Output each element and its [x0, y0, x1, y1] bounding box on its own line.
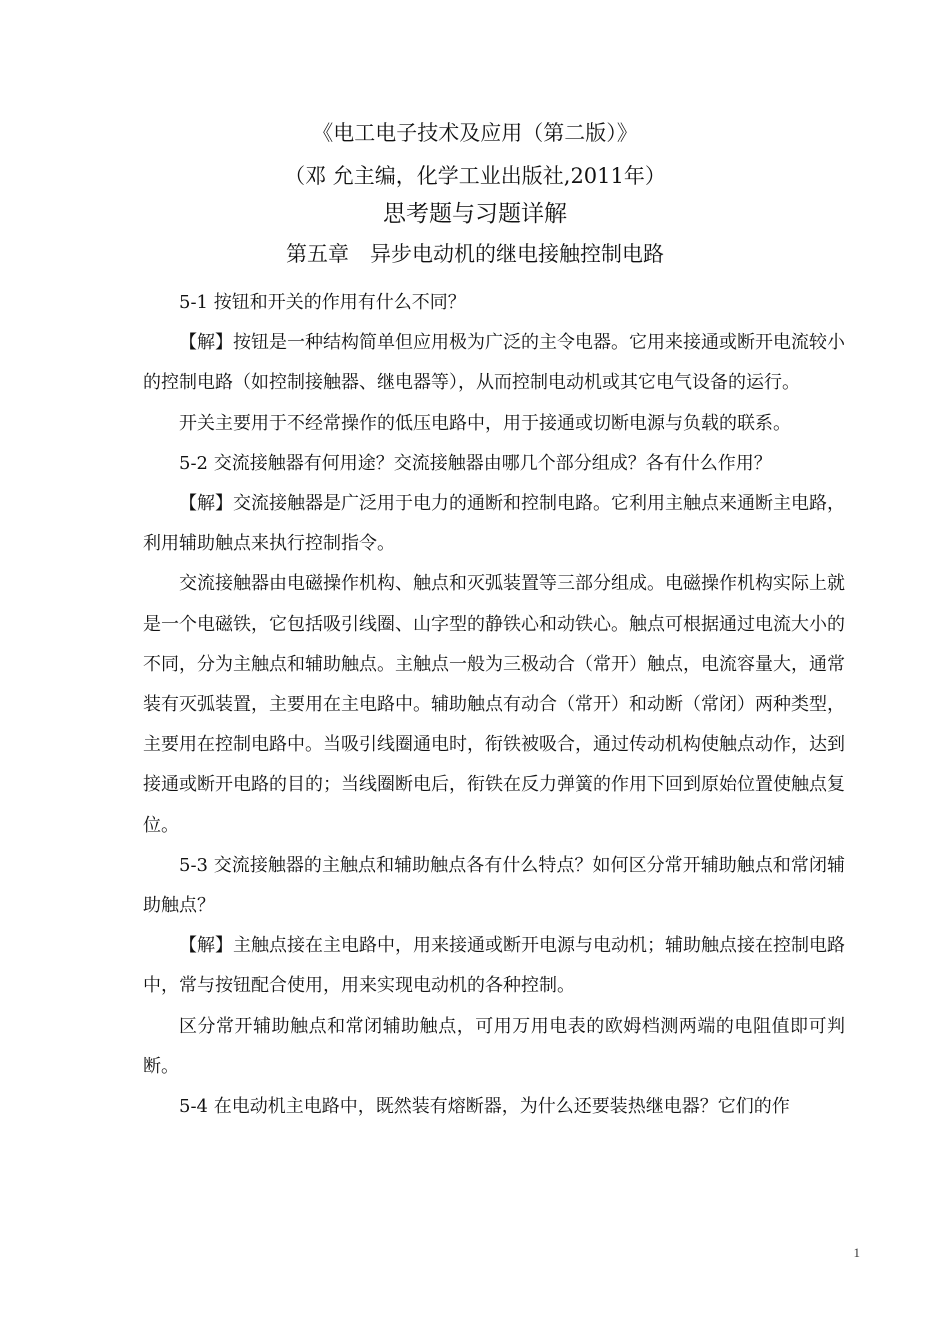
question-5-4: 5-4 在电动机主电路中，既然装有熔断器，为什么还要装热继电器？它们的作 — [179, 1096, 790, 1118]
answer-5-3-part-1: 【解】主触点接在主电路中，用来接通或断开电源与电动机；辅助触点接在控制电路中，常与按钮配合使用，用来实现电动机的各种控制。 — [143, 935, 845, 997]
question-5-2: 5-2 交流接触器有何用途？交流接触器由哪几个部分组成？各有什么作用？ — [179, 452, 772, 474]
answer-5-2-part-1: 【解】交流接触器是广泛用于电力的通断和控制电路。它利用主触点来通断主电路，利用辅助触点来执行控制指令。 — [143, 493, 845, 555]
chapter-title: 第五章 异步电动机的继电接触控制电路 — [286, 242, 664, 266]
answer-5-3-part-2: 区分常开辅助触点和常闭辅助触点，可用万用电表的欧姆档测两端的电阻值即可判断。 — [143, 1015, 845, 1077]
document-body — [143, 283, 845, 1127]
question-5-1: 5-1 按钮和开关的作用有什么不同？ — [179, 292, 466, 313]
book-info: （邓 允主编，化学工业出版社,2011年） — [284, 164, 666, 188]
page-number: 1 — [853, 1245, 860, 1260]
answer-5-1-part-1: 【解】按钮是一种结构简单但应用极为广泛的主令电器。它用来接通或断开电流较小的控制电路（如控制接触器、继电器等），从而控制电动机或其它电气设备的运行。 — [143, 332, 845, 394]
answer-5-1-part-2: 开关主要用于不经常操作的低压电路中，用于接通或切断电源与负载的联系。 — [179, 412, 791, 434]
answer-5-2-part-2: 交流接触器由电磁操作机构、触点和灭弧装置等三部分组成。电磁操作机构实际上就是一个电磁铁，它包括吸引线圈、山字型的静铁心和动铁心。触点可根据通过电流大小的不同，分为主触点和辅助触点。主触点一般为三极动合（常开）触点，电流容量大，通常装有灭弧装置，主要用在主电路中。辅助触点有动合（常开）和动断（常闭）两种类型，主要用在控制电路中。当吸引线圈通电时，衔铁被吸合，通过传动机构使触点动作，达到接通或断开电路的目的；当线圈断电后，衔铁在反力弹簧的作用下回到原始位置使触点复位。 — [143, 573, 845, 836]
question-5-3: 5-3 交流接触器的主触点和辅助触点各有什么特点？如何区分常开辅助触点和常闭辅助触点？ — [143, 854, 845, 917]
document-title: 思考题与习题详解 — [383, 201, 567, 227]
book-title: 《电工电子技术及应用（第二版）》 — [312, 121, 638, 145]
